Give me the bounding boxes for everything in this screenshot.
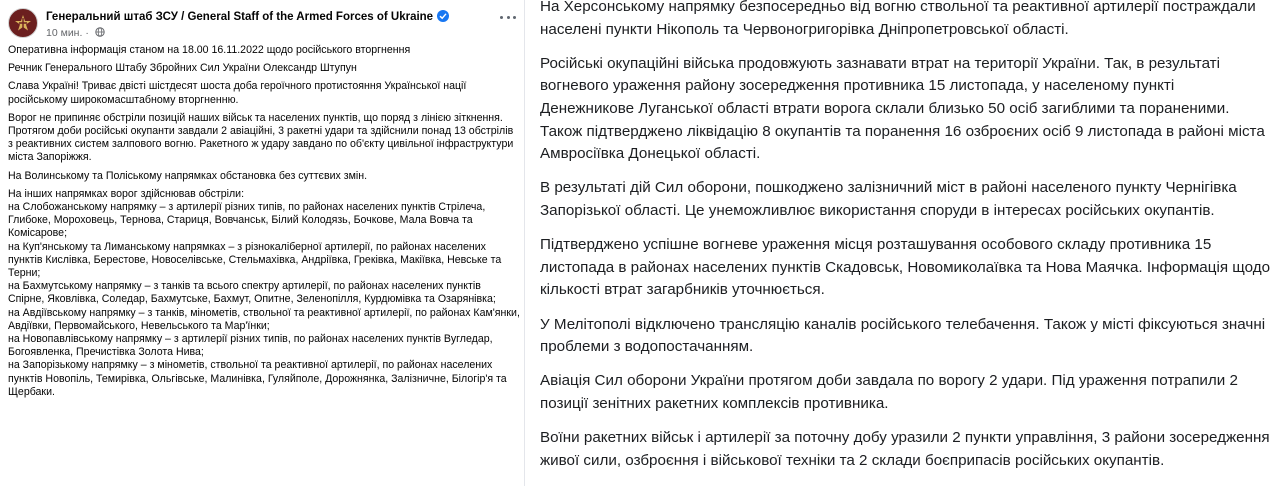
post-paragraph: Речник Генерального Штабу Збройних Сил України Олександр Штупун (8, 62, 357, 75)
direction-item: на Запорізькому напрямку – з мінометів, ствольної та реактивної артилерії, по районах населених пунктів Новопіль, Темирівка, Ольгівське, Малинівка, Гуляйполе, Дорожнянка, Залізничне, Білогір'я та Щербаки. (8, 359, 507, 398)
facebook-post (0, 0, 524, 486)
direction-item: на Слобожанському напрямку – з артилерії різних типів, по районах населених пунктів Стрілеча, Глибоке, Мороховець, Тернова, Стариця, Вовчанськ, Білий Колодязь, Бочкове, Мала Вовча та Комісарове; (8, 201, 486, 240)
page-name-line (46, 10, 449, 23)
general-staff-emblem-icon (13, 13, 33, 33)
article-text (540, 0, 1270, 486)
verified-badge-icon (437, 10, 449, 22)
article-paragraph: Російські окупаційні війська продовжують зазнавати втрат на території України. Так, в результаті вогневого ураження району зосередження противника 15 листопада, у населеному пункті Денежникове Луганської області втрати ворога склали близько 50 осіб загиблими та пораненими. Також підтверджено ліквідацію 8 окупантів та поранення 16 озброєних осіб 9 листопада в районі міста Амвросіївка Донецької області. (540, 54, 1265, 163)
globe-icon (95, 27, 105, 37)
page-avatar[interactable] (8, 8, 38, 38)
direction-item: на Бахмутському напрямку – з танків та всього спектру артилерії, по районах населених пунктів Спірне, Яковлівка, Соледар, Бахмутське, Бахмут, Опитне, Зеленопілля, Курдюмівка та Озарянівка; (8, 280, 496, 306)
direction-item: на Авдіївському напрямку – з танків, мінометів, ствольної та реактивної артилерії, по районах Кам'янки, Авдіївки, Первомайського, Невельського та Мар'їнки; (8, 306, 520, 332)
article-paragraph: У Мелітополі відключено трансляцію каналів російського телебачення. Також у місті фіксуються значні проблеми з водопостачанням. (540, 315, 1266, 356)
article-paragraph: Воїни ракетних військ і артилерії за поточну добу уразили 2 пункти управління, 3 райони зосередження живої сили, озброєння і військової техніки та 2 склади боєприпасів російських окупантів. (540, 429, 1270, 469)
meta-separator: · (82, 27, 92, 39)
article-paragraph: Підтверджено успішне вогневе ураження місця розташування особового складу противника 15 листопада в районах населених пунктів Скадовськ, Новомиколаївка та Нова Маячка. Інформація щодо кількості втрат загарбників уточнюється. (540, 236, 1270, 299)
page-name-link[interactable]: Генеральний штаб ЗСУ / General Staff of the Armed Forces of Ukraine (46, 11, 434, 23)
post-meta (46, 27, 105, 39)
article-paragraph: На Херсонському напрямку безпосередньо від вогню ствольної та реактивної артилерії постраждали населені пункти Нікополь та Червоногригорівка Дніпропетровської області. (540, 0, 1256, 38)
panel-divider (524, 0, 525, 486)
post-paragraph: Ворог не припиняє обстріли позицій наших військ та населених пунктів, що поряд з лінією зіткнення. Протягом доби російські окупанти завдали 2 авіаційні, 3 ракетні удари та здійснили понад 13 обстрілів з реактивних систем залпового вогню. Ракетного ж удару завдано по об'єкту цивільної інфраструктури міста Запоріжжя. (8, 111, 514, 164)
post-paragraph: Слава Україні! Триває двісті шістдесят шоста доба героїчного протистояння Української нації російському широкомасштабному вторгненню. (8, 80, 467, 106)
more-options-icon[interactable] (498, 10, 518, 24)
article-paragraph: Авіація Сил оборони України протягом доби завдала по ворогу 2 удари. Під ураження потрапили 2 позиції зенітних ракетних комплексів противника. (540, 372, 1238, 412)
direction-item: на Куп'янському та Лиманському напрямках – з різнокаліберної артилерії, по районах населених пунктів Кислівка, Берестове, Новоселівське, Стельмахівка, Андріївка, Греківка, Макіївка, Невське та Терни; (8, 240, 502, 280)
post-paragraph: На Волинському та Поліському напрямках обстановка без суттєвих змін. (8, 169, 368, 182)
post-timestamp[interactable]: 10 мин. (46, 27, 83, 39)
directions-list (8, 188, 520, 399)
post-text (8, 44, 520, 399)
article-paragraph: В результаті дій Сил оборони, пошкоджено залізничний міст в районі населеного пункту Чернігівка Запорізької області. Це унеможливлює використання споруди в інтересах російських окупантів. (540, 179, 1237, 219)
post-paragraph: Оперативна інформація станом на 18.00 16.11.2022 щодо російського вторгнення (8, 44, 411, 56)
direction-item: на Новопавлівському напрямку – з артилерії різних типів, по районах населених пунктів Вугледар, Богоявленка, Пречистівка Золота Нива; (8, 333, 493, 359)
post-header (8, 6, 518, 42)
directions-intro: На інших напрямках ворог здійснював обстріли: (8, 187, 245, 200)
